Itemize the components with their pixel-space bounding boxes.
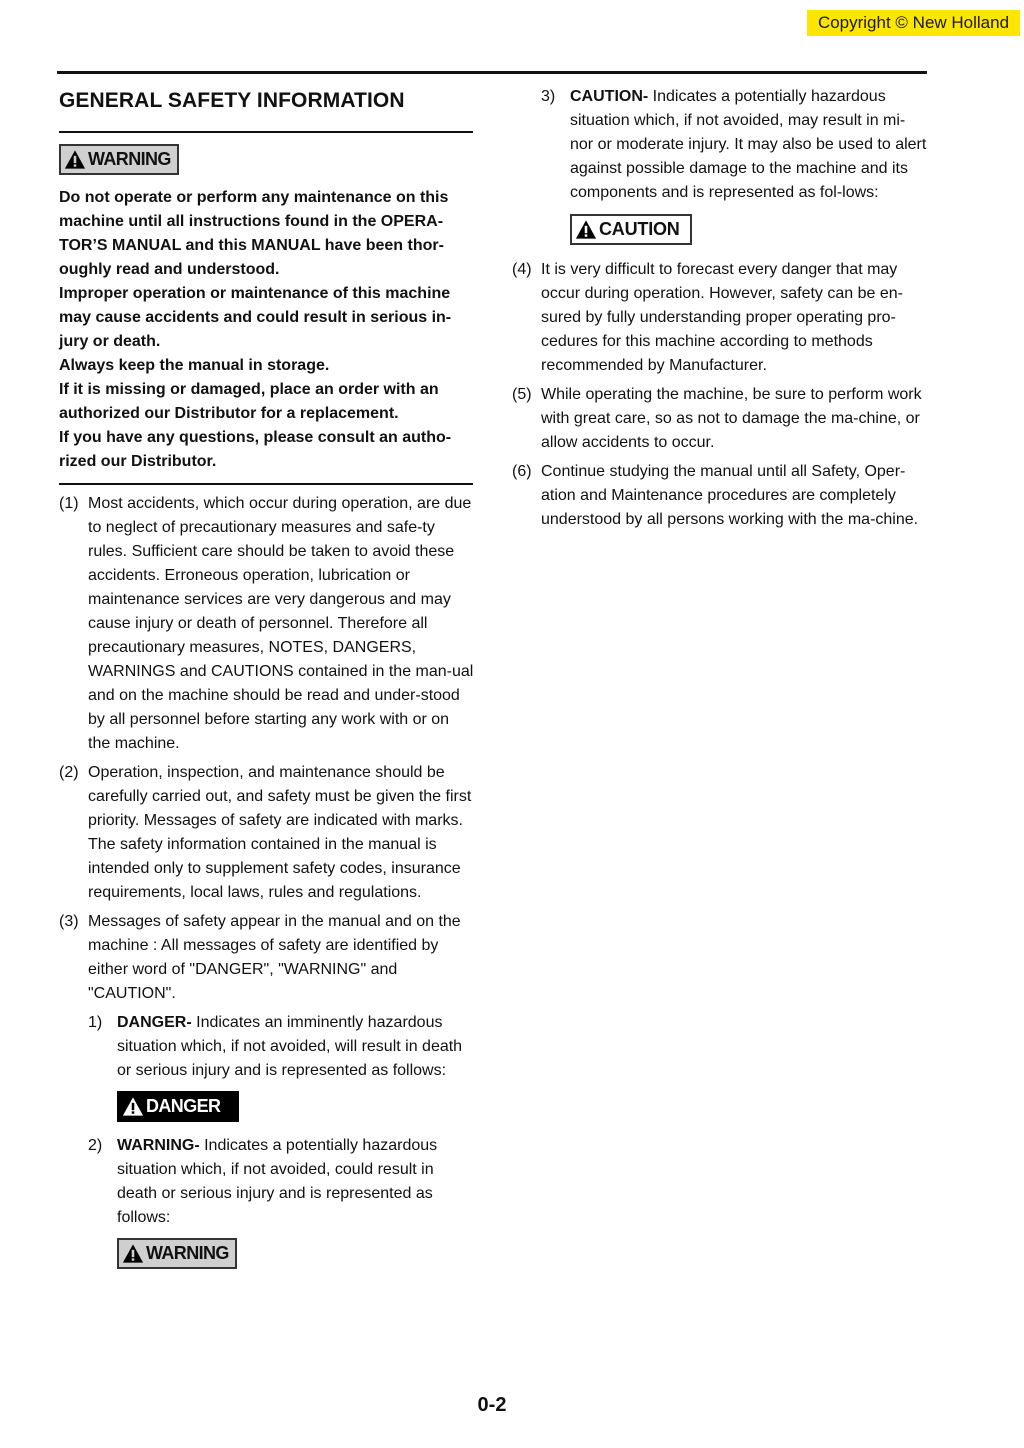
caution-label-text: CAUTION [599,219,680,239]
hazard-triangle-icon [64,149,86,170]
caution-label [570,214,692,245]
warning-label [117,1238,237,1269]
warning-paragraph: If it is missing or damaged, place an order with an authorized our Distributor for a replacement. [59,381,439,422]
sub-number: 3) [541,88,556,105]
warning-paragraph: Improper operation or maintenance of this machine may cause accidents and could result in serious in-jury or death. [59,285,452,350]
sub-text [117,1134,474,1230]
hazard-triangle-icon [122,1243,144,1264]
right-column [512,84,927,537]
list-item [512,383,927,455]
sub-text [117,1011,474,1083]
sub-term: DANGER- [117,1014,192,1031]
copyright-notice: Copyright © New Holland [807,10,1020,36]
list-number: (5) [512,386,532,403]
safety-list [59,492,474,1269]
warning-label-text: WARNING [88,149,171,169]
hazard-triangle-icon [122,1096,144,1117]
sub-term: CAUTION- [570,88,649,105]
list-number: (1) [59,495,79,512]
danger-label-wrap [117,1091,474,1122]
warning-label-text: WARNING [146,1243,229,1263]
list-text: Messages of safety appear in the manual and on the machine : All messages of safety are identified by either word of "DANGER", "WARNING" and "CAUTION". [88,913,461,1002]
caution-label-wrap [570,214,927,245]
list-number: (6) [512,463,532,480]
top-rule [57,71,927,74]
list-item [59,492,474,756]
sub-text [570,85,927,205]
sub-term: WARNING- [117,1137,200,1154]
divider [59,131,473,133]
list-number: (3) [59,913,79,930]
page-title: GENERAL SAFETY INFORMATION [59,89,405,112]
list-text: Continue studying the manual until all Safety, Oper-ation and Maintenance procedures are completely understood by all persons working with the ma-chine. [541,463,919,528]
list-number: (4) [512,261,532,278]
warning-paragraph: Always keep the manual in storage. [59,357,330,374]
sub-number: 2) [88,1137,103,1154]
warning-label-wrap [117,1238,474,1269]
sub-item-danger [88,1011,474,1083]
sub-description: Indicates a potentially hazardous situation which, if not avoided, could result in death or serious injury and is represented as follows: [117,1137,438,1226]
danger-label [117,1091,239,1122]
list-item [59,910,474,1006]
list-item [512,460,927,532]
warning-paragraph: If you have any questions, please consult an autho-rized our Distributor. [59,429,452,470]
danger-label-text: DANGER [146,1096,221,1116]
list-item [512,258,927,378]
left-column [59,84,474,1281]
sub-number: 1) [88,1014,103,1031]
divider [59,483,473,485]
warning-paragraph: Do not operate or perform any maintenance on this machine until all instructions found in the OPERA-TOR’S MANUAL and this MANUAL have been thor-oughly read and understood. [59,189,449,278]
sub-description: Indicates an imminently hazardous situation which, if not avoided, will result in death or serious injury and is represented as follows: [117,1014,463,1079]
list-text: While operating the machine, be sure to perform work with great care, so as not to damage the ma-chine, or allow accidents to occur. [541,386,922,451]
list-item [59,761,474,905]
page-number: 0-2 [477,1394,507,1416]
hazard-triangle-icon [575,219,597,240]
list-text: It is very difficult to forecast every danger that may occur during operation. However, safety can be en-sured by fully understanding proper operating pro-cedures for this machine according to methods recommended by Manufacturer. [541,261,903,374]
warning-label [59,144,179,175]
list-number: (2) [59,764,79,781]
sub-description: Indicates a potentially hazardous situation which, if not avoided, may result in mi-nor or moderate injury. It may also be used to alert against possible damage to the machine and its components and is represented as fol-lows: [570,88,927,201]
warning-text-block [59,186,474,474]
list-text: Operation, inspection, and maintenance should be carefully carried out, and safety must be given the first priority. Messages of safety are indicated with marks. The safety information contained in the manual is intended only to supplement safety codes, insurance requirements, local laws, rules and regulations. [88,764,472,901]
sub-item-caution [541,85,927,205]
list-text: Most accidents, which occur during operation, are due to neglect of precautionary measures and safe-ty rules. Sufficient care should be taken to avoid these accidents. Erroneous operation, lubrication or maintenance services are very dangerous and may cause injury or death of personnel. Therefore all precautionary measures, NOTES, DANGERS, WARNINGS and CAUTIONS contained in the man-ual and on the machine should be read and under-stood by all personnel before starting any work with or on the machine. [88,495,474,752]
sub-item-warning [88,1134,474,1230]
